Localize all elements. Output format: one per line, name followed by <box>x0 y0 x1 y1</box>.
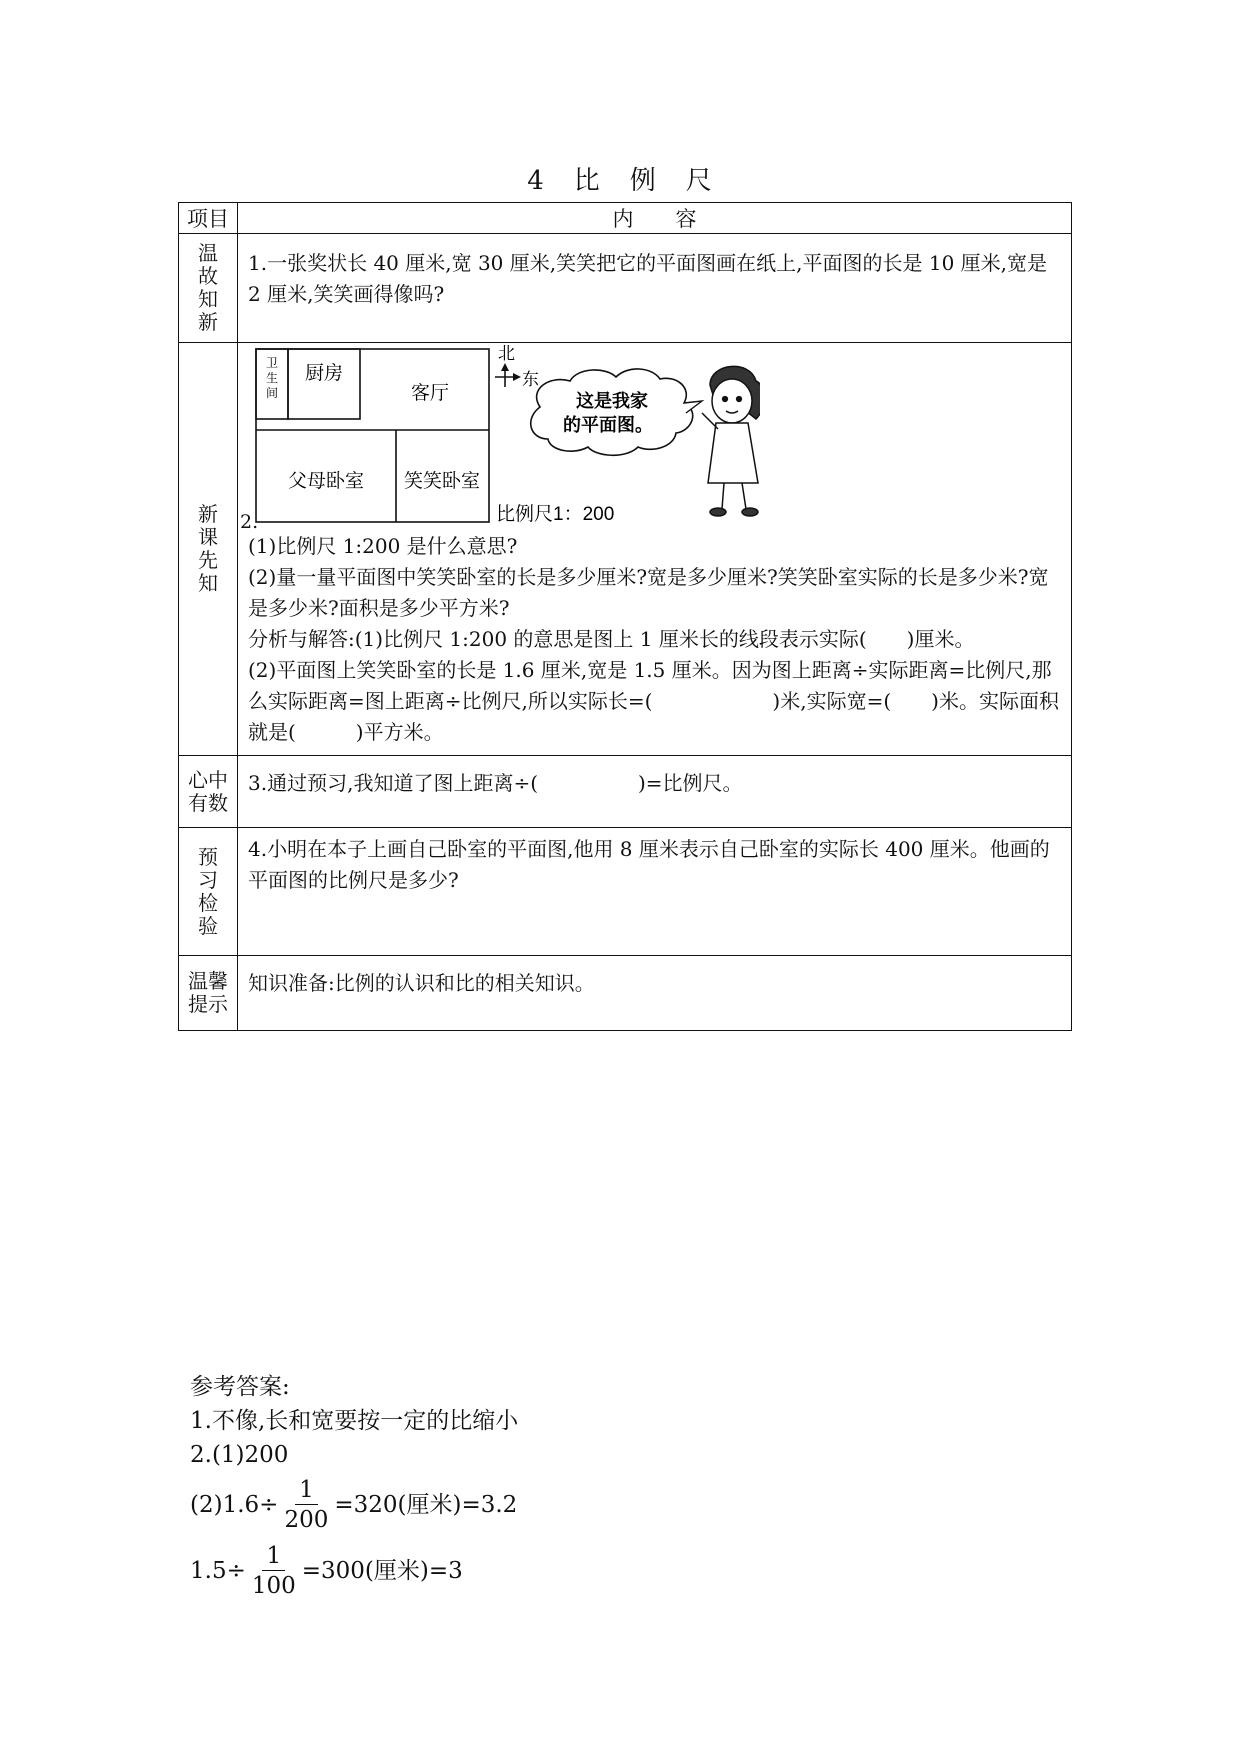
table-row <box>179 956 1072 1031</box>
table-row <box>179 828 1072 956</box>
new-lesson-content <box>238 343 1072 756</box>
bubble-line-2: 的平面图。 <box>563 415 653 436</box>
question-2-2: (2)量一量平面图中笑笑卧室的长是多少厘米?宽是多少厘米?笑笑卧室实际的长是多少米?宽是多少米?面积是多少平方米? <box>248 565 1049 620</box>
question-2-1: (1)比例尺 1:200 是什么意思? <box>248 534 518 558</box>
answer-1: 1.不像,长和宽要按一定的比缩小 <box>190 1408 519 1434</box>
header-item: 项目 <box>179 203 238 234</box>
living-room-label: 客厅 <box>410 382 450 404</box>
row-label-review: 温 故 知 新 <box>179 234 238 343</box>
preview-test-question: 4.小明在本子上画自己卧室的平面图,他用 8 厘米表示自己卧室的实际长 400 厘米。他画的平面图的比例尺是多少? <box>238 828 1072 956</box>
xiaoxiao-bedroom-label: 笑笑卧室 <box>403 470 481 492</box>
kitchen-label: 厨房 <box>304 362 344 384</box>
fraction: $\frac{1}{200}$ <box>284 1476 329 1533</box>
row-label-new-lesson: 新 课 先 知 <box>179 343 238 756</box>
tips-text: 知识准备:比例的认识和比的相关知识。 <box>238 956 1072 1031</box>
page-title: 4 比 例 尺 <box>527 166 714 196</box>
compass-east: 东 <box>522 370 539 390</box>
answer-analysis-2: (2)平面图上笑笑卧室的长是 1.6 厘米,宽是 1.5 厘米。因为图上距离÷实际距离=比例尺,那么实际距离=图上距离÷比例尺,所以实际长=( )米,实际宽=( )米。实际面积就是( )平方米。 <box>248 658 1059 744</box>
preview-table <box>178 202 1072 1031</box>
compass-north: 北 <box>498 345 515 364</box>
bathroom-label-2: 生 <box>265 371 279 385</box>
review-question: 1.一张奖状长 40 厘米,宽 30 厘米,笑笑把它的平面图画在纸上,平面图的长是 10 厘米,宽是 2 厘米,笑笑画得像吗? <box>238 234 1072 343</box>
table-row <box>179 756 1072 828</box>
self-check-question: 3.通过预习,我知道了图上距离÷( )=比例尺。 <box>238 756 1072 828</box>
table-row <box>179 234 1072 343</box>
bathroom-label-1: 卫 <box>265 356 279 370</box>
floor-plan-figure <box>240 345 1061 531</box>
bathroom-label-3: 间 <box>265 386 279 400</box>
answer-3: (2)1.6÷ $\frac{1}{200}$ =320(厘米)=3.2 <box>190 1476 518 1533</box>
scale-label: 比例尺1：200 <box>496 504 615 525</box>
header-content: 内 容 <box>238 203 1072 234</box>
answer-2: 2.(1)200 <box>190 1442 289 1468</box>
table-header-row <box>179 203 1072 234</box>
speech-bubble <box>531 369 702 455</box>
answer-key <box>190 1370 518 1604</box>
floor-plan-svg <box>240 345 760 531</box>
girl-icon <box>702 366 760 516</box>
answer-heading: 参考答案: <box>190 1374 290 1400</box>
row-label-tips: 温馨 提示 <box>179 956 238 1031</box>
fraction: $\frac{1}{100}$ <box>251 1542 296 1599</box>
answer-4: 1.5÷ $\frac{1}{100}$ =300(厘米)=3 <box>190 1542 463 1599</box>
parents-bedroom-label: 父母卧室 <box>287 470 365 492</box>
bubble-line-1: 这是我家 <box>576 391 648 412</box>
row-label-self-check: 心中 有数 <box>179 756 238 828</box>
figure-number: 2. <box>240 511 259 533</box>
compass-icon <box>495 363 521 387</box>
answer-analysis-1: 分析与解答:(1)比例尺 1:200 的意思是图上 1 厘米长的线段表示实际( )厘米。 <box>248 627 975 651</box>
table-row <box>179 343 1072 756</box>
floor-plan-walls <box>256 349 489 522</box>
row-label-preview-test: 预 习 检 验 <box>179 828 238 956</box>
